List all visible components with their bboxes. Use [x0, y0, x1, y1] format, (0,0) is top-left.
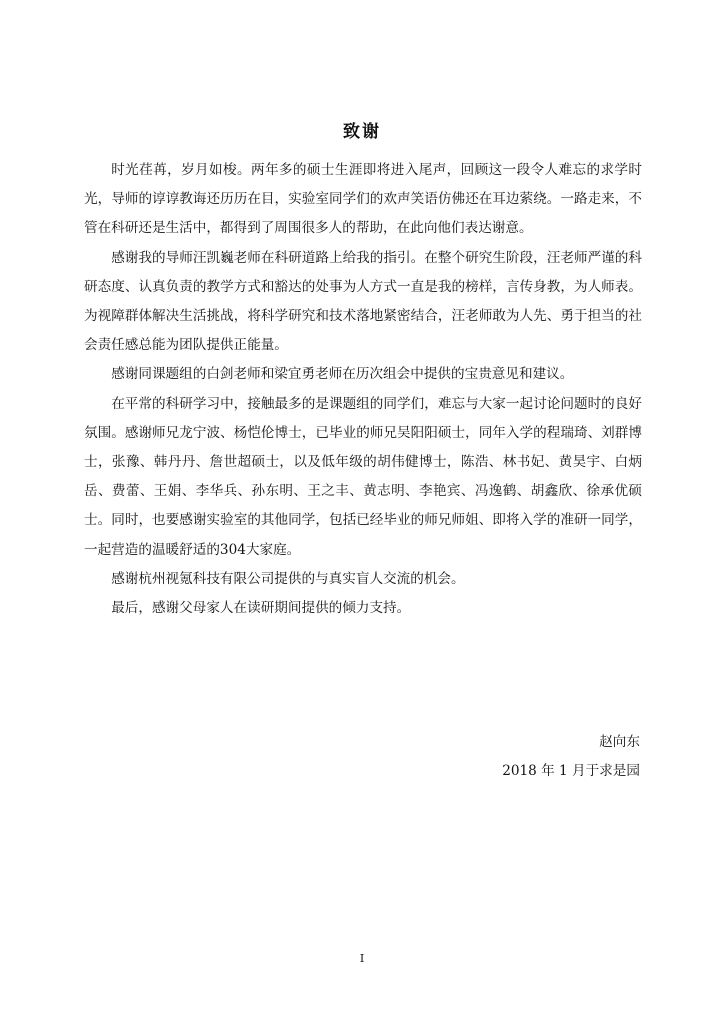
paragraph: 感谢我的导师汪凯巍老师在科研道路上给我的指引。在整个研究生阶段，汪老师严谨的科研态度、认真负责的教学方式和豁达的处事为人方式一直是我的榜样，言传身教，为人师表。为视障群体解决生活挑战，将科学研究和技术落地紧密结合，汪老师敢为人先、勇于担当的社会责任感总能为团队提供正能量。: [84, 249, 642, 354]
signature-block: [502, 728, 640, 786]
paragraph: 在平常的科研学习中，接触最多的是课题组的同学们，难忘与大家一起讨论问题时的良好氛围。感谢师兄龙宁波、杨恺伦博士，已毕业的师兄吴阳阳硕士，同年入学的程瑞琦、刘群博士，张豫、韩丹丹、詹世超硕士，以及低年级的胡伟健博士，陈浩、林书妃、黄昊宇、白炳岳、费蕾、王娟、李华兵、孙东明、王之丰、黄志明、李艳宾、冯逸鹤、胡鑫欣、徐承优硕士。同时，也要感谢实验室的其他同学，包括已经毕业的师兄师姐、即将入学的准研一同学，一起营造的温暖舒适的304大家庭。: [84, 395, 642, 558]
page-number: I: [359, 952, 365, 965]
paragraph: 最后，感谢父母家人在读研期间提供的倾力支持。: [111, 600, 411, 617]
page-title: 致谢: [343, 122, 381, 142]
paragraph: 感谢杭州视氪科技有限公司提供的与真实盲人交流的机会。: [111, 570, 465, 587]
signature-date: 2018 年 1 月于求是园: [502, 763, 640, 779]
paragraph: 时光荏苒，岁月如梭。两年多的硕士生涯即将进入尾声，回顾这一段令人难忘的求学时光，导师的谆谆教诲还历历在目，实验室同学们的欢声笑语仿佛还在耳边萦绕。一路走来，不管在科研还是生活中，都得到了周围很多人的帮助，在此向他们表达谢意。: [84, 162, 642, 237]
signature-author: 赵向东: [599, 734, 640, 750]
paragraph: 感谢同课题组的白剑老师和梁宜勇老师在历次组会中提供的宝贵意见和建议。: [111, 366, 574, 383]
acknowledgement-body: [84, 156, 642, 623]
